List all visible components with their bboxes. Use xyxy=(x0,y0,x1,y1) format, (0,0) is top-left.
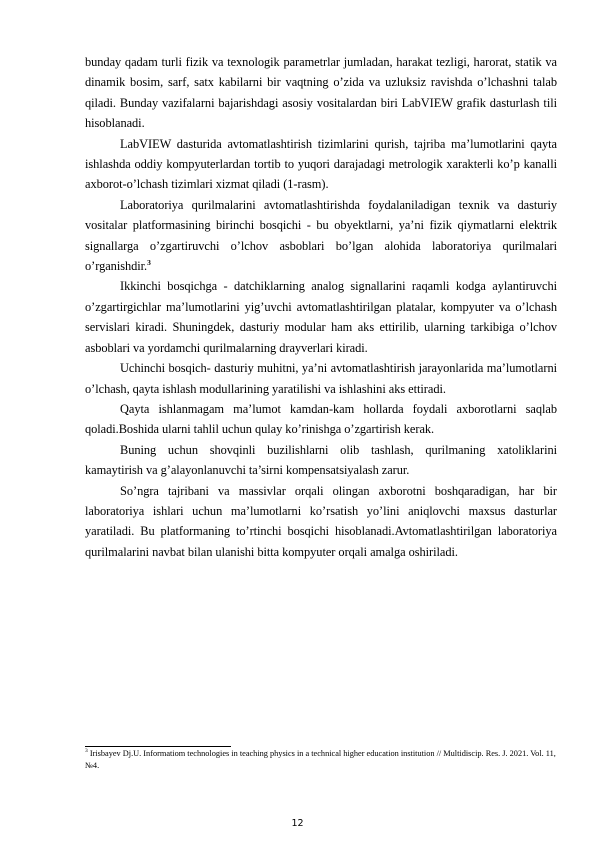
paragraph-2: LabVIEW dasturida avtomatlashtirish tizimlarini qurish, tajriba ma’lumotlarini qayta ishlashda oddiy kompyuterlardan tortib to yuqori darajadagi metrologik xarakterli ko’p kanalli axborot-o’lchash tizimlari xizmat qiladi (1-rasm). xyxy=(85,136,557,192)
body-text xyxy=(85,52,557,562)
paragraph-3 xyxy=(85,195,557,277)
footnote-text: Irisbayev Dj.U. Informatiom technologies in teaching physics in a technical higher education institution // Multidiscip. Res. J. 2021. Vol. 11, №4. xyxy=(85,749,556,770)
paragraph-4: Ikkinchi bosqichga - datchiklarning analog signallarini raqamli kodga aylantiruvchi o’zgartirgichlar ma’lumotlarini yig’uvchi avtomatlashtirilgan platalar, kompyuter va o’lchash servislari kiradi. Shuningdek, dasturiy modular ham aks ettirilib, ularning tarkibiga o’lchov asboblari va yordamchi qurilmalarning drayverlari kiradi. xyxy=(85,279,557,355)
paragraph-5: Uchinchi bosqich- dasturiy muhitni, ya’ni avtomatlashtirish jarayonlarida ma’lumotlarni o’lchash, qayta ishlash modullarining yaratilishi va ishlashini aks ettiradi. xyxy=(85,361,557,396)
footnote-divider xyxy=(85,746,231,747)
paragraph-1: bunday qadam turli fizik va texnologik parametrlar jumladan, harakat tezligi, harorat, statik va dinamik bosim, sarf, satx kabilarni bir vaqtning o’zida va uzluksiz ravishda o’lchashni talab qiladi. Bunday vazifalarni bajarishdagi asosiy vositalardan biri LabVIEW grafik dasturlash tili hisoblanadi. xyxy=(85,55,557,131)
footnote-mark: 3 xyxy=(85,748,88,755)
paragraph-7: Buning uchun shovqinli buzilishlarni olib tashlash, qurilmaning xatoliklarini kamaytirish va g’alayonlanuvchi ta’sirni kompensatsiyalash zarur. xyxy=(85,442,557,478)
page-number: 12 xyxy=(291,818,304,829)
footnote xyxy=(85,748,557,771)
paragraph-6: Qayta ishlanmagam ma’lumot kamdan-kam hollarda foydali axborotlarni saqlab qoladi.Boshida ularni tahlil uchun qulay ko’rinishga o’zgartirish kerak. xyxy=(85,401,557,437)
footnote-reference[interactable]: 3 xyxy=(147,257,151,267)
paragraph-8: So’ngra tajribani va massivlar orqali olingan axborotni boshqaradigan, har bir laboratoriya ishlari uchun ma’lumotlarni ko’rsatish yo’lini aniqlovchi maxsus dasturlar yaratiladi. Bu platformaning to’rtinchi bosqichi hisoblanadi.Avtomatlashtirilgan laboratoriya qurilmalarini navbat bilan ulanishi bitta kompyuter orqali amalga oshiriladi. xyxy=(85,483,557,559)
paragraph-3-text: Laboratoriya qurilmalarini avtomatlashtirishda foydalaniladigan texnik va dasturiy vositalar platformasining birinchi bosqichi - bu obyektlarni, ya’ni fizik qiymatlarni elektrik signallarga o’zgartiruvchi o’lchov asboblari bo’lgan alohida laboratoriya qurilmalari o’rganishdir. xyxy=(85,197,557,274)
